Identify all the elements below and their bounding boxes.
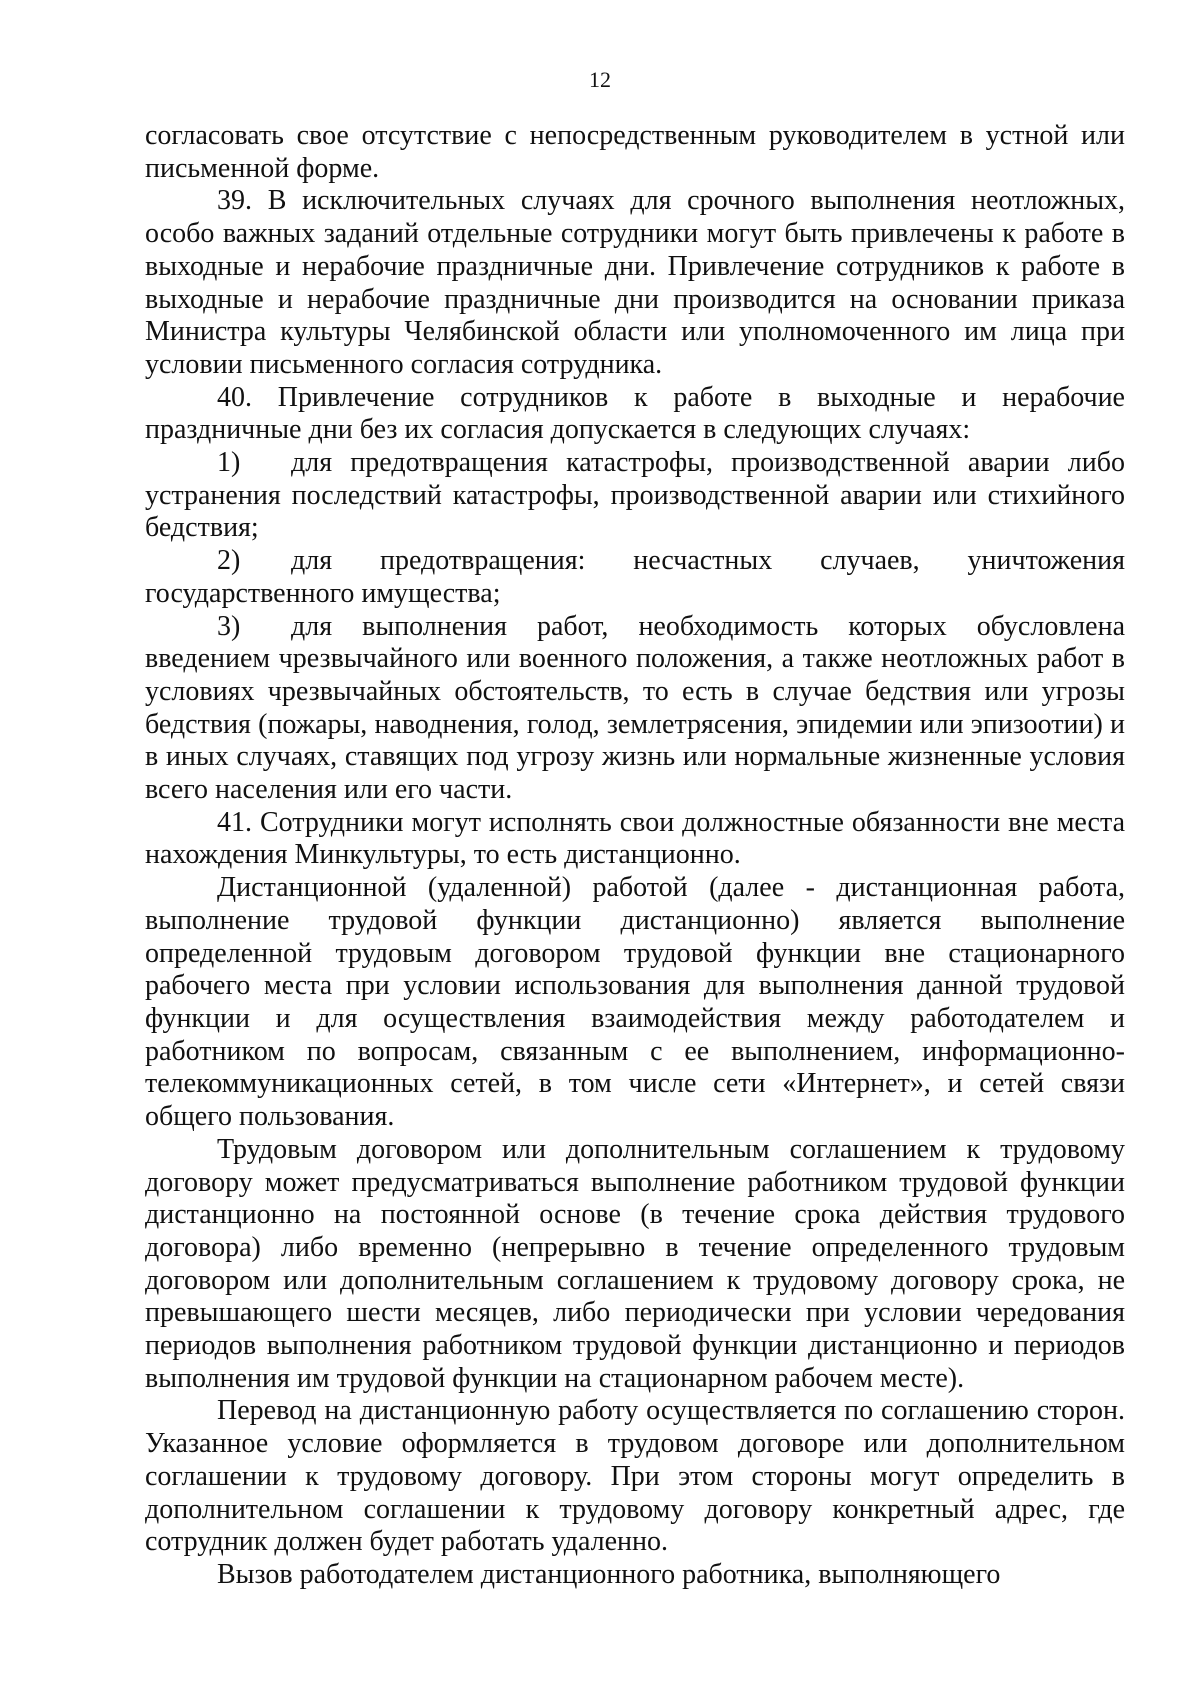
document-body [145,120,1125,1592]
paragraph-39: 39. В исключительных случаях для срочного выполнения неотложных, особо важных заданий отдельные сотрудники могут быть привлечены к работе в выходные и нерабочие праздничные дни. Привлечение сотрудников к работе в выходные и нерабочие праздничные дни производится на основании приказа Министра культуры Челябинской области или уполномоченного им лица при условии письменного согласия сотрудника. [145,185,1125,380]
paragraph-remote-work-definition: Дистанционной (удаленной) работой (далее - дистанционная работа, выполнение трудовой функции дистанционно) является выполнение определенной трудовым договором трудовой функции вне стационарного рабочего места при условии использования для выполнения данной трудовой функции и для осуществления взаимодействия между работодателем и работником по вопросам, связанным с ее выполнением, информационно-телекоммуникационных сетей, в том числе сети «Интернет», и сетей связи общего пользования. [145,872,1125,1133]
list-item-text: для предотвращения: несчастных случаев, уничтожения государственного имущества; [145,545,1125,609]
paragraph-employment-contract: Трудовым договором или дополнительным соглашением к трудовому договору может предусматриваться выполнение работником трудовой функции дистанционно на постоянной основе (в течение срока действия трудового договора) либо временно (непрерывно в течение определенного трудовым договором или дополнительным соглашением к трудовому договору срока, не превышающего шести месяцев, либо периодически при условии чередования периодов выполнения работником трудовой функции дистанционно и периодов выполнения им трудовой функции на стационарном рабочем месте). [145,1133,1125,1394]
paragraph-transfer: Перевод на дистанционную работу осуществляется по соглашению сторон. Указанное условие оформляется в трудовом договоре или дополнительном соглашении к трудовому договору. При этом стороны могут определить в дополнительном соглашении к трудовому договору конкретный адрес, где сотрудник должен будет работать удаленно. [145,1395,1125,1558]
list-item-text: для выполнения работ, необходимость которых обусловлена введением чрезвычайного или военного положения, а также неотложных работ в условиях чрезвычайных обстоятельств, то есть в случае бедствия или угрозы бедствия (пожары, наводнения, голод, землетрясения, эпидемии или эпизоотии) и в иных случаях, ставящих под угрозу жизнь или нормальные жизненные условия всего населения или его части. [145,610,1125,806]
list-item-number: 1) [217,447,241,479]
list-item-number: 2) [217,545,241,577]
paragraph-continuation: согласовать свое отсутствие с непосредственным руководителем в устной или письменной форме. [145,120,1125,184]
paragraph-employer-call: Вызов работодателем дистанционного работника, выполняющего [217,1558,1001,1590]
list-item-3 [145,611,1125,807]
paragraph-41: 41. Сотрудники могут исполнять свои должностные обязанности вне места нахождения Минкультуры, то есть дистанционно. [145,806,1125,871]
paragraph-40: 40. Привлечение сотрудников к работе в выходные и нерабочие праздничные дни без их согласия допускается в следующих случаях: [145,381,1125,446]
list-item-number: 3) [217,610,241,642]
page-number: 12 [589,67,611,92]
list-item-text: для предотвращения катастрофы, производственной аварии либо устранения последствий катастрофы, производственной аварии или стихийного бедствия; [145,447,1125,544]
list-item-1 [145,447,1125,545]
list-item-2 [145,545,1125,610]
